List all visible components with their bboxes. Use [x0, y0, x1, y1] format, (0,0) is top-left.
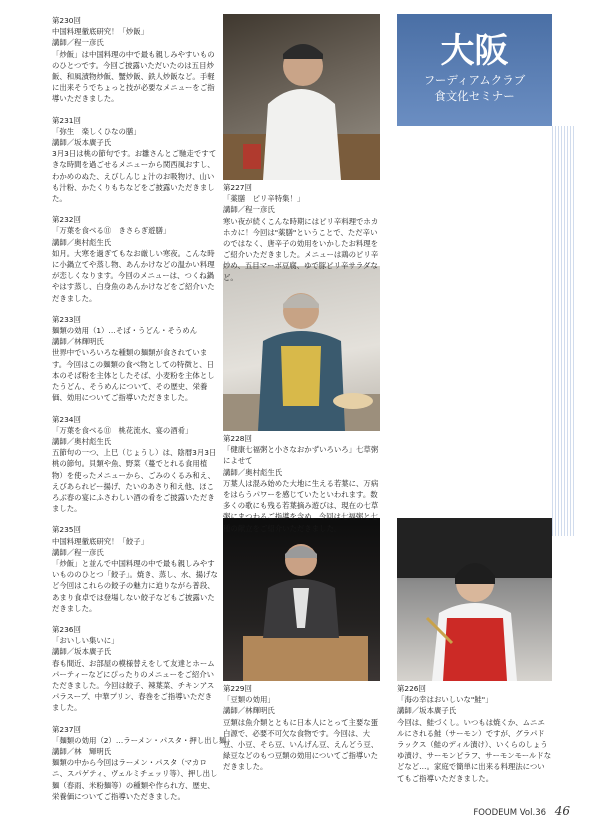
- decorative-stripes: [552, 126, 576, 536]
- entry-title: 中国料理徹底研究！「餃子」: [52, 536, 149, 546]
- entry-number: 第228回: [223, 434, 252, 443]
- entry-body: 五節句の一つ、上巳（じょうし）は、陰暦3月3日桃の節句。貝類や魚、野菜（蔓でとれる食用植物）を使ったメニューから、ごみのくるみ和え、えびあられピー揚げ、たいのあさり和え他、ほころぶ春の宴にふさわしい酒の肴をご披露いただきました。: [52, 448, 217, 514]
- seminar-entry-229: [223, 683, 383, 773]
- entry-title: 「薬膳 ピリ辛特集！」: [223, 194, 305, 204]
- entry-lecturer: 講師／奥村彪生氏: [52, 436, 112, 446]
- seminar-entry-236: [52, 624, 218, 714]
- entry-title: 「海の幸はおいしいな"鮭"」: [397, 695, 493, 705]
- page-footer: [473, 804, 570, 818]
- entry-lecturer: 講師／林輝明氏: [223, 706, 275, 716]
- entry-number: 第237回: [52, 724, 81, 734]
- seminar-entry-237: [52, 724, 234, 802]
- page-number: 46: [554, 804, 570, 818]
- entry-number: 第236回: [52, 624, 81, 634]
- entry-lecturer: 講師／林 輝明氏: [52, 746, 112, 756]
- entry-number: 第231回: [52, 115, 81, 125]
- entry-title: 「おいしい集いに」: [52, 636, 119, 646]
- entry-title: 「万葉を食べる⑪ 桃花流水、宴の酒肴」: [52, 425, 193, 435]
- caption-226: [397, 683, 552, 794]
- entry-body: 春も間近、お部屋の模様替えをして友達とホームパーティーなどにぴったりのメニューをご紹介いただきました。今回は餃子、辣葉菜、チキンアスパラスープ、中華プリン、春巻をご指導いただきました。: [52, 658, 215, 713]
- banner-club-name: フーディアムクラブ: [423, 73, 526, 87]
- seminar-entry-232: [52, 214, 218, 304]
- seminar-entry-233: [52, 314, 218, 404]
- seminar-entry-227: [223, 182, 383, 283]
- caption-229: [223, 683, 383, 783]
- entry-body: 如月。大寒を過ぎてもなお厳しい寒夜。こんな時に小鍋立てや蒸し物、あんかけなどの温かい料理が恋しくなります。今回のメニューは、つくね鍋やはす蒸し、白身魚のあんかけなどをご紹介いただきました。: [52, 248, 215, 303]
- entry-title: 「豆類の効用」: [223, 695, 275, 705]
- entry-lecturer: 講師／奥村彪生氏: [223, 467, 283, 477]
- banner-seminar-name: 食文化セミナー: [434, 89, 515, 103]
- caption-228: [223, 433, 383, 544]
- entry-body: 麺類の中から今回はラーメン・パスタ（マカロニ、スパゲティ、ヴェルミチェッリ等）、押し出し麺（春雨、米粉麺等）の種類や作られ方、歴史、栄養価についてご指導いただきました。: [52, 758, 218, 801]
- entry-number: 第226回: [397, 684, 426, 693]
- entry-lecturer: 講師／坂本廣子氏: [397, 706, 457, 716]
- entry-lecturer: 講師／程一彦氏: [223, 205, 275, 215]
- entry-body: 万葉人は混み始めた大地に生える若葉に、万病をはらうパワーを感じていたといわれます。数多くの歌にも残る若葉摘み遊びは、現在の七草粥にまつわるご指導を含め、今回は七福粥と七種の献立をご紹介いただきました。: [223, 478, 379, 533]
- banner-city: 大阪: [440, 31, 509, 71]
- entry-number: 第227回: [223, 183, 252, 192]
- entry-body: 世界中でいろいろな種類の麺類が食されています。今回はこの麺類の食べ物としての特徴と、日本のそば粉を主体としたそば、小麦粉を主体としたうどん、そうめんについて、その歴史、栄養価、効用についてご指導いただきました。: [52, 348, 215, 403]
- entry-title: 「万葉を食べる⑪ きさらぎ遊膳」: [52, 226, 171, 236]
- entry-body: 寒い夜が続くこんな時期にはピリ辛料理でホカホカに！今回は"薬膳"ということで、ただ辛いのではなく、唐辛子の効用をいかしたお料理をご紹介いただきました。メニューは鶏のピリ辛炒め、五目マーボ豆腐、ゆで豚ピリ辛サラダなど。: [223, 216, 379, 282]
- seminar-entry-235: [52, 524, 218, 614]
- entry-title: 「麺類の効用（2）…ラーメン・パスタ・押し出し麺」: [52, 735, 234, 745]
- entry-number: 第232回: [52, 215, 81, 225]
- entry-title: 麺類の効用（1）…そば・うどん・そうめん: [52, 326, 198, 336]
- entry-lecturer: 講師／林輝明氏: [52, 337, 104, 347]
- entry-body: 3月3日は桃の節句です。お雛さんとご馳走ですてきな時間を過ごせるメニューから関西風おすし、わかめのぬた、えびしんじょ汁のお吸物け、山いも汁粉、かたくりもちなどをご披露いただきました。: [52, 149, 217, 204]
- seminar-entry-226: [397, 683, 552, 784]
- photo-lecturer-227: [223, 14, 380, 180]
- entry-number: 第234回: [52, 414, 81, 424]
- entry-lecturer: 講師／坂本廣子氏: [52, 138, 112, 148]
- seminar-entry-231: [52, 115, 218, 205]
- caption-227: [223, 182, 383, 293]
- entry-lecturer: 講師／坂本廣子氏: [52, 647, 112, 657]
- seminar-entry-228: [223, 433, 383, 534]
- entry-title: 中国料理徹底研究！「炒飯」: [52, 27, 149, 37]
- entry-number: 第229回: [223, 684, 252, 693]
- photo-lecturer-226: [397, 518, 552, 681]
- seminar-entry-230: [52, 15, 218, 105]
- entry-title: 「健康七福粥と小さなおかずいろいろ」七草粥によせて: [223, 445, 379, 466]
- magazine-name: FOODEUM Vol.36: [473, 808, 547, 818]
- entry-title: 「弥生 楽しくひなの膳」: [52, 126, 141, 136]
- seminar-entry-234: [52, 414, 218, 515]
- entry-number: 第230回: [52, 16, 81, 25]
- left-column: [52, 15, 234, 812]
- entry-number: 第235回: [52, 525, 81, 535]
- entry-lecturer: 講師／奥村彪生氏: [52, 237, 112, 247]
- entry-body: 今回は、鮭づくし。いつもは焼くか、ムニエルにされる鮭（サーモン）ですが、グラパドラックス（鮭のディル漬け）、いくらのしょうゆ漬け、サーモンピラフ、サーモンモールドなどなど…。家庭で簡単に出来る料理法についてもご指導いただきました。: [397, 717, 552, 783]
- entry-lecturer: 講師／程一彦氏: [52, 38, 104, 48]
- seminar-banner: [397, 14, 552, 126]
- entry-body: 豆類は魚介類とともに日本人にとって主要な蛋白源で、必要不可欠な食物です。今回は、大豆、小豆、そら豆、いんげん豆、えんどう豆、緑豆などのもつ豆類の効用についてご指導いただきました。: [223, 717, 379, 772]
- entry-body: 「炒飯」と並んで中国料理の中で最も親しみやすいもののひとつ「餃子」。焼き、蒸し、水、揚げなど今回はこれらの餃子の魅力に迫りながら普段、あまり食卓では登場しない餃子などもご披露いただきました。: [52, 558, 218, 613]
- entry-number: 第233回: [52, 314, 81, 324]
- entry-lecturer: 講師／程一彦氏: [52, 547, 104, 557]
- entry-body: 「炒飯」は中国料理の中で最も親しみやすいもののひとつです。今回ご披露いただいたのは五目炒飯、和風漬物炒飯、蟹炒飯、鉄人炒飯など。手軽に出来そうでちょっと技が必要なメニューをご指導いただきました。: [52, 49, 215, 104]
